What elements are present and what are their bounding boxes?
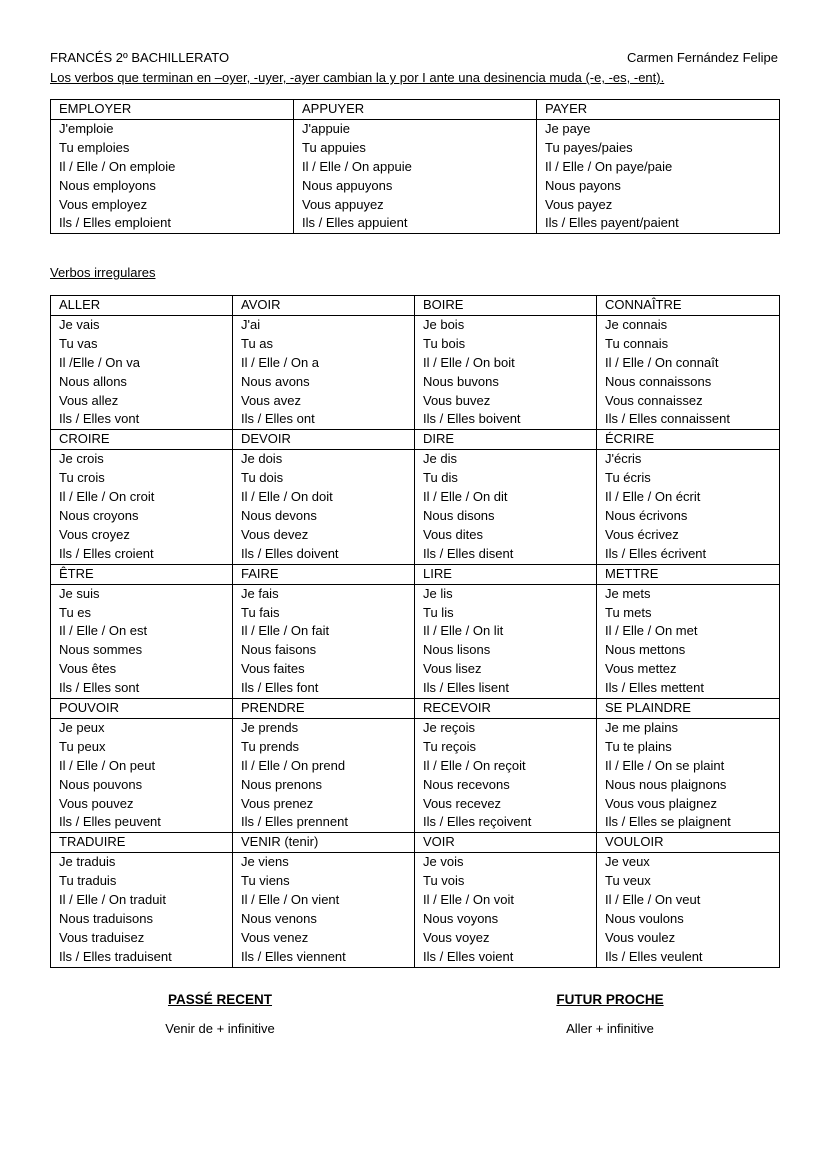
conjugated-form: Je vais bbox=[51, 315, 233, 334]
conjugated-form: Il / Elle / On met bbox=[597, 622, 780, 641]
conjugated-form: Vous venez bbox=[233, 929, 415, 948]
conjugated-form: Vous employez bbox=[51, 196, 294, 215]
conjugation-row bbox=[51, 891, 780, 910]
conjugation-row bbox=[51, 757, 780, 776]
verb-infinitive: FAIRE bbox=[233, 564, 415, 584]
conjugated-form: Nous faisons bbox=[233, 641, 415, 660]
conjugated-form: Nous voulons bbox=[597, 910, 780, 929]
conjugated-form: Je fais bbox=[233, 584, 415, 603]
conjugated-form: Il / Elle / On vient bbox=[233, 891, 415, 910]
conjugated-form: Ils / Elles mettent bbox=[597, 679, 780, 698]
conjugated-form: Ils / Elles font bbox=[233, 679, 415, 698]
conjugated-form: Vous faites bbox=[233, 660, 415, 679]
conjugation-row bbox=[51, 872, 780, 891]
conjugated-form: Ils / Elles sont bbox=[51, 679, 233, 698]
conjugated-form: Il / Elle / On appuie bbox=[294, 158, 537, 177]
conjugated-form: Nous buvons bbox=[415, 373, 597, 392]
conjugated-form: J'ai bbox=[233, 315, 415, 334]
conjugated-form: Il / Elle / On boit bbox=[415, 354, 597, 373]
verb-header-row bbox=[51, 564, 780, 584]
conjugated-form: Tu es bbox=[51, 604, 233, 623]
conjugated-form: Vous vous plaignez bbox=[597, 795, 780, 814]
conjugation-row bbox=[51, 910, 780, 929]
conjugated-form: Tu payes/paies bbox=[537, 139, 780, 158]
conjugated-form: Tu connais bbox=[597, 335, 780, 354]
conjugated-form: Ils / Elles peuvent bbox=[51, 813, 233, 832]
futur-proche-block bbox=[530, 992, 690, 1036]
conjugated-form: Tu dis bbox=[415, 469, 597, 488]
conjugated-form: Tu écris bbox=[597, 469, 780, 488]
conjugated-form: Je paye bbox=[537, 119, 780, 138]
conjugated-form: Nous venons bbox=[233, 910, 415, 929]
conjugated-form: Ils / Elles croient bbox=[51, 545, 233, 564]
conjugated-form: Vous avez bbox=[233, 392, 415, 411]
conjugated-form: Nous écrivons bbox=[597, 507, 780, 526]
conjugated-form: Vous devez bbox=[233, 526, 415, 545]
conjugated-form: Ils / Elles lisent bbox=[415, 679, 597, 698]
conjugation-row bbox=[51, 948, 780, 967]
conjugation-row bbox=[51, 158, 780, 177]
irregular-verbs-table bbox=[50, 295, 780, 968]
conjugated-form: Ils / Elles viennent bbox=[233, 948, 415, 967]
conjugated-form: Vous pouvez bbox=[51, 795, 233, 814]
verb-infinitive: EMPLOYER bbox=[51, 100, 294, 120]
verb-infinitive: AVOIR bbox=[233, 296, 415, 316]
conjugation-row bbox=[51, 584, 780, 603]
conjugated-form: Tu fais bbox=[233, 604, 415, 623]
conjugation-row bbox=[51, 641, 780, 660]
conjugated-form: Nous disons bbox=[415, 507, 597, 526]
conjugated-form: Je dois bbox=[233, 450, 415, 469]
conjugated-form: Je mets bbox=[597, 584, 780, 603]
conjugated-form: Je traduis bbox=[51, 853, 233, 872]
conjugation-row bbox=[51, 177, 780, 196]
conjugated-form: Il / Elle / On paye/paie bbox=[537, 158, 780, 177]
conjugation-row bbox=[51, 139, 780, 158]
verb-infinitive: VOIR bbox=[415, 833, 597, 853]
conjugated-form: Il / Elle / On lit bbox=[415, 622, 597, 641]
conjugated-form: Tu emploies bbox=[51, 139, 294, 158]
verb-infinitive: SE PLAINDRE bbox=[597, 699, 780, 719]
conjugated-form: Nous allons bbox=[51, 373, 233, 392]
conjugated-form: Ils / Elles appuient bbox=[294, 214, 537, 233]
course-title: FRANCÉS 2º BACHILLERATO bbox=[50, 50, 230, 65]
conjugated-form: Ils / Elles traduisent bbox=[51, 948, 233, 967]
conjugated-form: Nous sommes bbox=[51, 641, 233, 660]
conjugated-form: Il / Elle / On est bbox=[51, 622, 233, 641]
conjugated-form: Tu prends bbox=[233, 738, 415, 757]
conjugated-form: Tu traduis bbox=[51, 872, 233, 891]
verb-infinitive: VENIR (tenir) bbox=[233, 833, 415, 853]
conjugated-form: Nous nous plaignons bbox=[597, 776, 780, 795]
conjugated-form: Je crois bbox=[51, 450, 233, 469]
conjugated-form: Il / Elle / On traduit bbox=[51, 891, 233, 910]
conjugation-row bbox=[51, 853, 780, 872]
conjugated-form: Ils / Elles voient bbox=[415, 948, 597, 967]
conjugated-form: Il / Elle / On emploie bbox=[51, 158, 294, 177]
conjugation-row bbox=[51, 718, 780, 737]
conjugation-row bbox=[51, 660, 780, 679]
verb-header-row bbox=[51, 100, 780, 120]
conjugated-form: Je vois bbox=[415, 853, 597, 872]
verb-header-row bbox=[51, 296, 780, 316]
conjugation-row bbox=[51, 469, 780, 488]
conjugated-form: Il / Elle / On fait bbox=[233, 622, 415, 641]
verb-infinitive: CONNAÎTRE bbox=[597, 296, 780, 316]
conjugated-form: Nous prenons bbox=[233, 776, 415, 795]
verb-infinitive: POUVOIR bbox=[51, 699, 233, 719]
conjugated-form: J'emploie bbox=[51, 119, 294, 138]
conjugated-form: Je dis bbox=[415, 450, 597, 469]
conjugated-form: Vous appuyez bbox=[294, 196, 537, 215]
conjugated-form: Il / Elle / On voit bbox=[415, 891, 597, 910]
conjugated-form: Il / Elle / On a bbox=[233, 354, 415, 373]
conjugation-row bbox=[51, 526, 780, 545]
conjugated-form: Nous employons bbox=[51, 177, 294, 196]
conjugated-form: Il / Elle / On doit bbox=[233, 488, 415, 507]
spelling-rule: Los verbos que terminan en –oyer, -uyer, -ayer cambian la y por I ante una desinencia muda (-e, -es, -ent). bbox=[50, 70, 665, 85]
conjugated-form: Il / Elle / On écrit bbox=[597, 488, 780, 507]
conjugated-form: Tu crois bbox=[51, 469, 233, 488]
verb-infinitive: PAYER bbox=[537, 100, 780, 120]
conjugation-row bbox=[51, 214, 780, 233]
conjugated-form: Ils / Elles veulent bbox=[597, 948, 780, 967]
conjugated-form: Il / Elle / On reçoit bbox=[415, 757, 597, 776]
futur-proche-title: FUTUR PROCHE bbox=[556, 992, 664, 1007]
verb-infinitive: RECEVOIR bbox=[415, 699, 597, 719]
verb-infinitive: DIRE bbox=[415, 430, 597, 450]
conjugated-form: Ils / Elles écrivent bbox=[597, 545, 780, 564]
conjugated-form: Nous avons bbox=[233, 373, 415, 392]
conjugated-form: Vous buvez bbox=[415, 392, 597, 411]
conjugated-form: Nous mettons bbox=[597, 641, 780, 660]
conjugated-form: Tu as bbox=[233, 335, 415, 354]
conjugated-form: Ils / Elles se plaignent bbox=[597, 813, 780, 832]
conjugation-row bbox=[51, 929, 780, 948]
conjugated-form: Tu viens bbox=[233, 872, 415, 891]
conjugated-form: Je me plains bbox=[597, 718, 780, 737]
conjugated-form: Je prends bbox=[233, 718, 415, 737]
conjugated-form: Il / Elle / On peut bbox=[51, 757, 233, 776]
conjugated-form: J'appuie bbox=[294, 119, 537, 138]
conjugated-form: Ils / Elles reçoivent bbox=[415, 813, 597, 832]
conjugated-form: Je veux bbox=[597, 853, 780, 872]
verb-infinitive: PRENDRE bbox=[233, 699, 415, 719]
conjugated-form: Il / Elle / On prend bbox=[233, 757, 415, 776]
conjugation-row bbox=[51, 450, 780, 469]
conjugated-form: Vous recevez bbox=[415, 795, 597, 814]
conjugated-form: Ils / Elles doivent bbox=[233, 545, 415, 564]
conjugated-form: Tu veux bbox=[597, 872, 780, 891]
conjugated-form: Vous mettez bbox=[597, 660, 780, 679]
verb-infinitive: DEVOIR bbox=[233, 430, 415, 450]
conjugation-row bbox=[51, 196, 780, 215]
conjugated-form: Ils / Elles boivent bbox=[415, 410, 597, 429]
conjugation-row bbox=[51, 738, 780, 757]
conjugated-form: Il /Elle / On va bbox=[51, 354, 233, 373]
conjugation-row bbox=[51, 335, 780, 354]
conjugated-form: Nous payons bbox=[537, 177, 780, 196]
conjugated-form: Je connais bbox=[597, 315, 780, 334]
conjugated-form: Tu dois bbox=[233, 469, 415, 488]
conjugated-form: Je reçois bbox=[415, 718, 597, 737]
conjugated-form: Vous traduisez bbox=[51, 929, 233, 948]
conjugated-form: Ils / Elles emploient bbox=[51, 214, 294, 233]
conjugated-form: Il / Elle / On se plaint bbox=[597, 757, 780, 776]
conjugated-form: Vous voulez bbox=[597, 929, 780, 948]
conjugation-row bbox=[51, 315, 780, 334]
verb-infinitive: METTRE bbox=[597, 564, 780, 584]
author-name: Carmen Fernández Felipe bbox=[626, 50, 778, 65]
verb-infinitive: ÊTRE bbox=[51, 564, 233, 584]
futur-proche-formula: Aller + infinitive bbox=[566, 1021, 654, 1036]
conjugation-row bbox=[51, 813, 780, 832]
conjugation-row bbox=[51, 410, 780, 429]
conjugated-form: Tu vas bbox=[51, 335, 233, 354]
conjugated-form: Je lis bbox=[415, 584, 597, 603]
conjugation-row bbox=[51, 622, 780, 641]
conjugated-form: Il / Elle / On croit bbox=[51, 488, 233, 507]
passe-recent-block bbox=[140, 992, 300, 1036]
conjugated-form: Nous lisons bbox=[415, 641, 597, 660]
conjugation-row bbox=[51, 507, 780, 526]
conjugated-form: Tu peux bbox=[51, 738, 233, 757]
verb-infinitive: TRADUIRE bbox=[51, 833, 233, 853]
conjugated-form: Nous connaissons bbox=[597, 373, 780, 392]
conjugated-form: Tu reçois bbox=[415, 738, 597, 757]
verb-infinitive: ÉCRIRE bbox=[597, 430, 780, 450]
conjugated-form: Nous croyons bbox=[51, 507, 233, 526]
conjugated-form: Vous croyez bbox=[51, 526, 233, 545]
conjugated-form: Il / Elle / On connaît bbox=[597, 354, 780, 373]
conjugation-row bbox=[51, 604, 780, 623]
conjugation-row bbox=[51, 392, 780, 411]
conjugation-row bbox=[51, 776, 780, 795]
conjugated-form: Nous recevons bbox=[415, 776, 597, 795]
conjugated-form: Nous traduisons bbox=[51, 910, 233, 929]
stem-change-verbs-table bbox=[50, 99, 780, 234]
conjugated-form: Ils / Elles ont bbox=[233, 410, 415, 429]
conjugated-form: Vous lisez bbox=[415, 660, 597, 679]
conjugation-row bbox=[51, 354, 780, 373]
conjugated-form: Ils / Elles vont bbox=[51, 410, 233, 429]
conjugated-form: Tu te plains bbox=[597, 738, 780, 757]
conjugated-form: Vous dites bbox=[415, 526, 597, 545]
conjugation-row bbox=[51, 795, 780, 814]
conjugation-row bbox=[51, 545, 780, 564]
verb-header-row bbox=[51, 833, 780, 853]
conjugated-form: Tu lis bbox=[415, 604, 597, 623]
conjugated-form: Je viens bbox=[233, 853, 415, 872]
conjugated-form: Ils / Elles payent/paient bbox=[537, 214, 780, 233]
conjugation-row bbox=[51, 488, 780, 507]
conjugated-form: Nous voyons bbox=[415, 910, 597, 929]
passe-recent-formula: Venir de + infinitive bbox=[165, 1021, 275, 1036]
irregular-verbs-heading: Verbos irregulares bbox=[50, 265, 156, 280]
passe-recent-title: PASSÉ RECENT bbox=[167, 992, 273, 1007]
conjugated-form: Vous voyez bbox=[415, 929, 597, 948]
verb-header-row bbox=[51, 699, 780, 719]
conjugated-form: Vous écrivez bbox=[597, 526, 780, 545]
conjugated-form: Tu mets bbox=[597, 604, 780, 623]
conjugated-form: Ils / Elles disent bbox=[415, 545, 597, 564]
conjugated-form: Ils / Elles prennent bbox=[233, 813, 415, 832]
verb-infinitive: CROIRE bbox=[51, 430, 233, 450]
conjugated-form: J'écris bbox=[597, 450, 780, 469]
conjugated-form: Tu appuies bbox=[294, 139, 537, 158]
conjugation-row bbox=[51, 373, 780, 392]
verb-infinitive: BOIRE bbox=[415, 296, 597, 316]
verb-infinitive: ALLER bbox=[51, 296, 233, 316]
conjugated-form: Vous êtes bbox=[51, 660, 233, 679]
conjugated-form: Nous devons bbox=[233, 507, 415, 526]
conjugation-row bbox=[51, 679, 780, 698]
conjugation-row bbox=[51, 119, 780, 138]
conjugated-form: Ils / Elles connaissent bbox=[597, 410, 780, 429]
conjugated-form: Vous payez bbox=[537, 196, 780, 215]
conjugated-form: Il / Elle / On veut bbox=[597, 891, 780, 910]
conjugated-form: Vous connaissez bbox=[597, 392, 780, 411]
conjugated-form: Je bois bbox=[415, 315, 597, 334]
verb-infinitive: LIRE bbox=[415, 564, 597, 584]
conjugated-form: Vous allez bbox=[51, 392, 233, 411]
conjugated-form: Je peux bbox=[51, 718, 233, 737]
conjugated-form: Je suis bbox=[51, 584, 233, 603]
verb-infinitive: APPUYER bbox=[294, 100, 537, 120]
verb-header-row bbox=[51, 430, 780, 450]
conjugated-form: Tu vois bbox=[415, 872, 597, 891]
conjugated-form: Vous prenez bbox=[233, 795, 415, 814]
verb-infinitive: VOULOIR bbox=[597, 833, 780, 853]
conjugated-form: Il / Elle / On dit bbox=[415, 488, 597, 507]
conjugated-form: Nous pouvons bbox=[51, 776, 233, 795]
conjugated-form: Nous appuyons bbox=[294, 177, 537, 196]
conjugated-form: Tu bois bbox=[415, 335, 597, 354]
